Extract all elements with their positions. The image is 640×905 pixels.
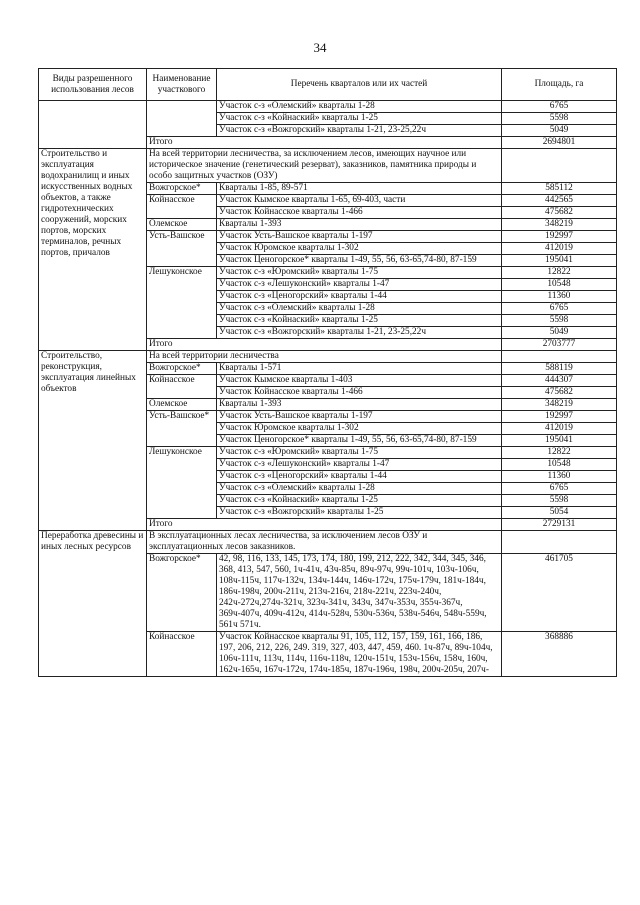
quarters-cell: Участок Кымское кварталы 1-403 [217,375,502,387]
quarters-cell: Участок с-з «Вожгорский» кварталы 1-21, 23-25,22ч [217,125,502,137]
area-cell: 192997 [502,411,617,423]
area-cell: 10548 [502,279,617,291]
total-label: Итого [147,137,502,149]
quarters-cell: Участок с-з «Ценогорский» кварталы 1-44 [217,471,502,483]
area-cell [502,351,617,363]
header-row [39,69,617,101]
area-cell: 11360 [502,291,617,303]
district-cell: Олемское [147,399,217,411]
area-cell: 11360 [502,471,617,483]
page-number: 34 [313,40,327,55]
district-cell [147,101,217,137]
use-type-cell: Переработка древесины и иных лесных ресурсов [39,531,147,677]
quarters-cell: Кварталы 1-393 [217,219,502,231]
quarters-cell: Участок с-з «Юромский» кварталы 1-75 [217,447,502,459]
area-cell: 6765 [502,101,617,113]
quarters-cell: Участок с-з «Вожгорский» кварталы 1-21, 23-25,22ч [217,327,502,339]
quarters-cell: 42, 98, 116, 133, 145, 173, 174, 180, 199, 212, 222, 342, 344, 345, 346, 368, 413, 547, 560, 1ч-41ч, 43ч-85ч, 89ч-97ч, 99ч-101ч, 103ч-106ч, 108ч-115ч, 117ч-132ч, 134ч-144ч, 146ч-172ч, 175ч-179ч, 181ч-184ч, 186ч-198ч, 200ч-211ч, 213ч-216ч, 218ч-221ч, 223ч-240ч, 242ч-272ч,274ч-321ч, 323ч-341ч, 343ч, 347ч-353ч, 355ч-367ч, 369ч-407ч, 409ч-412ч, 414ч-528ч, 530ч-536ч, 538ч-546ч, 548ч-559ч, 561ч 571ч. [217,554,502,632]
area-cell [502,149,617,183]
quarters-cell: Участок с-з «Лешуконский» кварталы 1-47 [217,459,502,471]
area-cell: 5598 [502,113,617,125]
quarters-cell: Участок Койнасское кварталы 1-466 [217,207,502,219]
area-cell: 10548 [502,459,617,471]
quarters-cell: Участок с-з «Юромский» кварталы 1-75 [217,267,502,279]
quarters-cell: Участок Ценогорское* кварталы 1-49, 55, 56, 63-65,74-80, 87-159 [217,435,502,447]
total-label: Итого [147,519,502,531]
area-cell: 195041 [502,255,617,267]
use-type-cell [39,101,147,149]
quarters-cell: Участок с-з «Лешуконский» кварталы 1-47 [217,279,502,291]
quarters-cell: Участок с-з «Олемский» кварталы 1-28 [217,303,502,315]
area-cell: 444307 [502,375,617,387]
area-cell: 442565 [502,195,617,207]
table-row [39,149,617,183]
territory-scope: В эксплуатационных лесах лесничества, за исключением лесов ОЗУ и эксплуатационных лесов заказников. [147,531,502,554]
area-cell: 5054 [502,507,617,519]
quarters-cell: Участок Койнасское кварталы 91, 105, 112, 157, 159, 161, 166, 186, 197, 206, 212, 226, 249. 319, 327, 403, 447, 459, 460. 1ч-87ч, 89ч-104ч, 106ч-111ч, 113ч, 114ч, 116ч-118ч, 120ч-151ч, 153ч-156ч, 158ч, 160ч, 162ч-165ч, 167ч-172ч, 174ч-185ч, 187ч-196ч, 198ч, 200ч-205ч, 207ч- [217,632,502,677]
area-cell: 588119 [502,363,617,375]
area-cell: 348219 [502,399,617,411]
quarters-cell: Участок с-з «Ценогорский» кварталы 1-44 [217,291,502,303]
quarters-cell: Участок Юромское кварталы 1-302 [217,243,502,255]
district-cell: Лешуконское [147,447,217,519]
table-row [39,351,617,363]
area-cell: 5049 [502,125,617,137]
quarters-cell: Участок с-з «Койнаский» кварталы 1-25 [217,315,502,327]
area-cell: 12822 [502,267,617,279]
table-row [39,101,617,113]
quarters-cell: Кварталы 1-571 [217,363,502,375]
area-cell: 192997 [502,231,617,243]
table-row [39,531,617,554]
area-cell: 6765 [502,483,617,495]
quarters-cell: Участок с-з «Олемский» кварталы 1-28 [217,101,502,113]
area-cell: 475682 [502,387,617,399]
territory-scope: На всей территории лесничества [147,351,502,363]
district-cell: Лешуконское [147,267,217,339]
total-area: 2694801 [502,137,617,149]
area-cell: 6765 [502,303,617,315]
total-area: 2729131 [502,519,617,531]
quarters-cell: Участок с-з «Койнаский» кварталы 1-25 [217,495,502,507]
quarters-cell: Участок Усть-Вашское кварталы 1-197 [217,411,502,423]
area-cell: 475682 [502,207,617,219]
area-cell: 5049 [502,327,617,339]
area-cell: 461705 [502,554,617,632]
area-cell: 585112 [502,183,617,195]
area-cell [502,531,617,554]
quarters-cell: Участок Ценогорское* кварталы 1-49, 55, 56, 63-65,74-80, 87-159 [217,255,502,267]
area-cell: 12822 [502,447,617,459]
quarters-cell: Кварталы 1-393 [217,399,502,411]
area-cell: 195041 [502,435,617,447]
header-area: Площадь, га [502,69,617,101]
area-cell: 368886 [502,632,617,677]
district-cell: Вожгорское* [147,554,217,632]
quarters-cell: Участок с-з «Койнаский» кварталы 1-25 [217,113,502,125]
header-district: Наименование участкового [147,69,217,101]
use-type-cell: Строительство, реконструкция, эксплуатация линейных объектов [39,351,147,531]
area-cell: 348219 [502,219,617,231]
total-label: Итого [147,339,502,351]
district-cell: Койнасское [147,632,217,677]
quarters-cell: Участок Койнасское кварталы 1-466 [217,387,502,399]
header-quarters: Перечень кварталов или их частей [217,69,502,101]
area-cell: 5598 [502,495,617,507]
use-type-cell: Строительство и эксплуатация водохранилищ и иных искусственных водных объектов, а также гидротехнических сооружений, морских портов, морских терминалов, речных портов, причалов [39,149,147,351]
quarters-cell: Участок с-з «Вожгорский» кварталы 1-25 [217,507,502,519]
forest-use-table [38,68,617,677]
total-area: 2703777 [502,339,617,351]
area-cell: 412019 [502,423,617,435]
district-cell: Вожгорское* [147,183,217,195]
district-cell: Койнасское [147,375,217,399]
district-cell: Усть-Вашское [147,231,217,267]
quarters-cell: Участок Кымское кварталы 1-65, 69-403, части [217,195,502,207]
area-cell: 5598 [502,315,617,327]
territory-scope: На всей территории лесничества, за исключением лесов, имеющих научное или историческое значение (генетический резерват), заказников, памятника природы и особо защитных участков (ОЗУ) [147,149,502,183]
area-cell: 412019 [502,243,617,255]
header-use-type: Виды разрешенного использования лесов [39,69,147,101]
district-cell: Койнасское [147,195,217,219]
district-cell: Олемское [147,219,217,231]
district-cell: Усть-Вашское* [147,411,217,447]
district-cell: Вожгорское* [147,363,217,375]
quarters-cell: Участок с-з «Олемский» кварталы 1-28 [217,483,502,495]
quarters-cell: Участок Юромское кварталы 1-302 [217,423,502,435]
quarters-cell: Кварталы 1-85, 89-571 [217,183,502,195]
quarters-cell: Участок Усть-Вашское кварталы 1-197 [217,231,502,243]
